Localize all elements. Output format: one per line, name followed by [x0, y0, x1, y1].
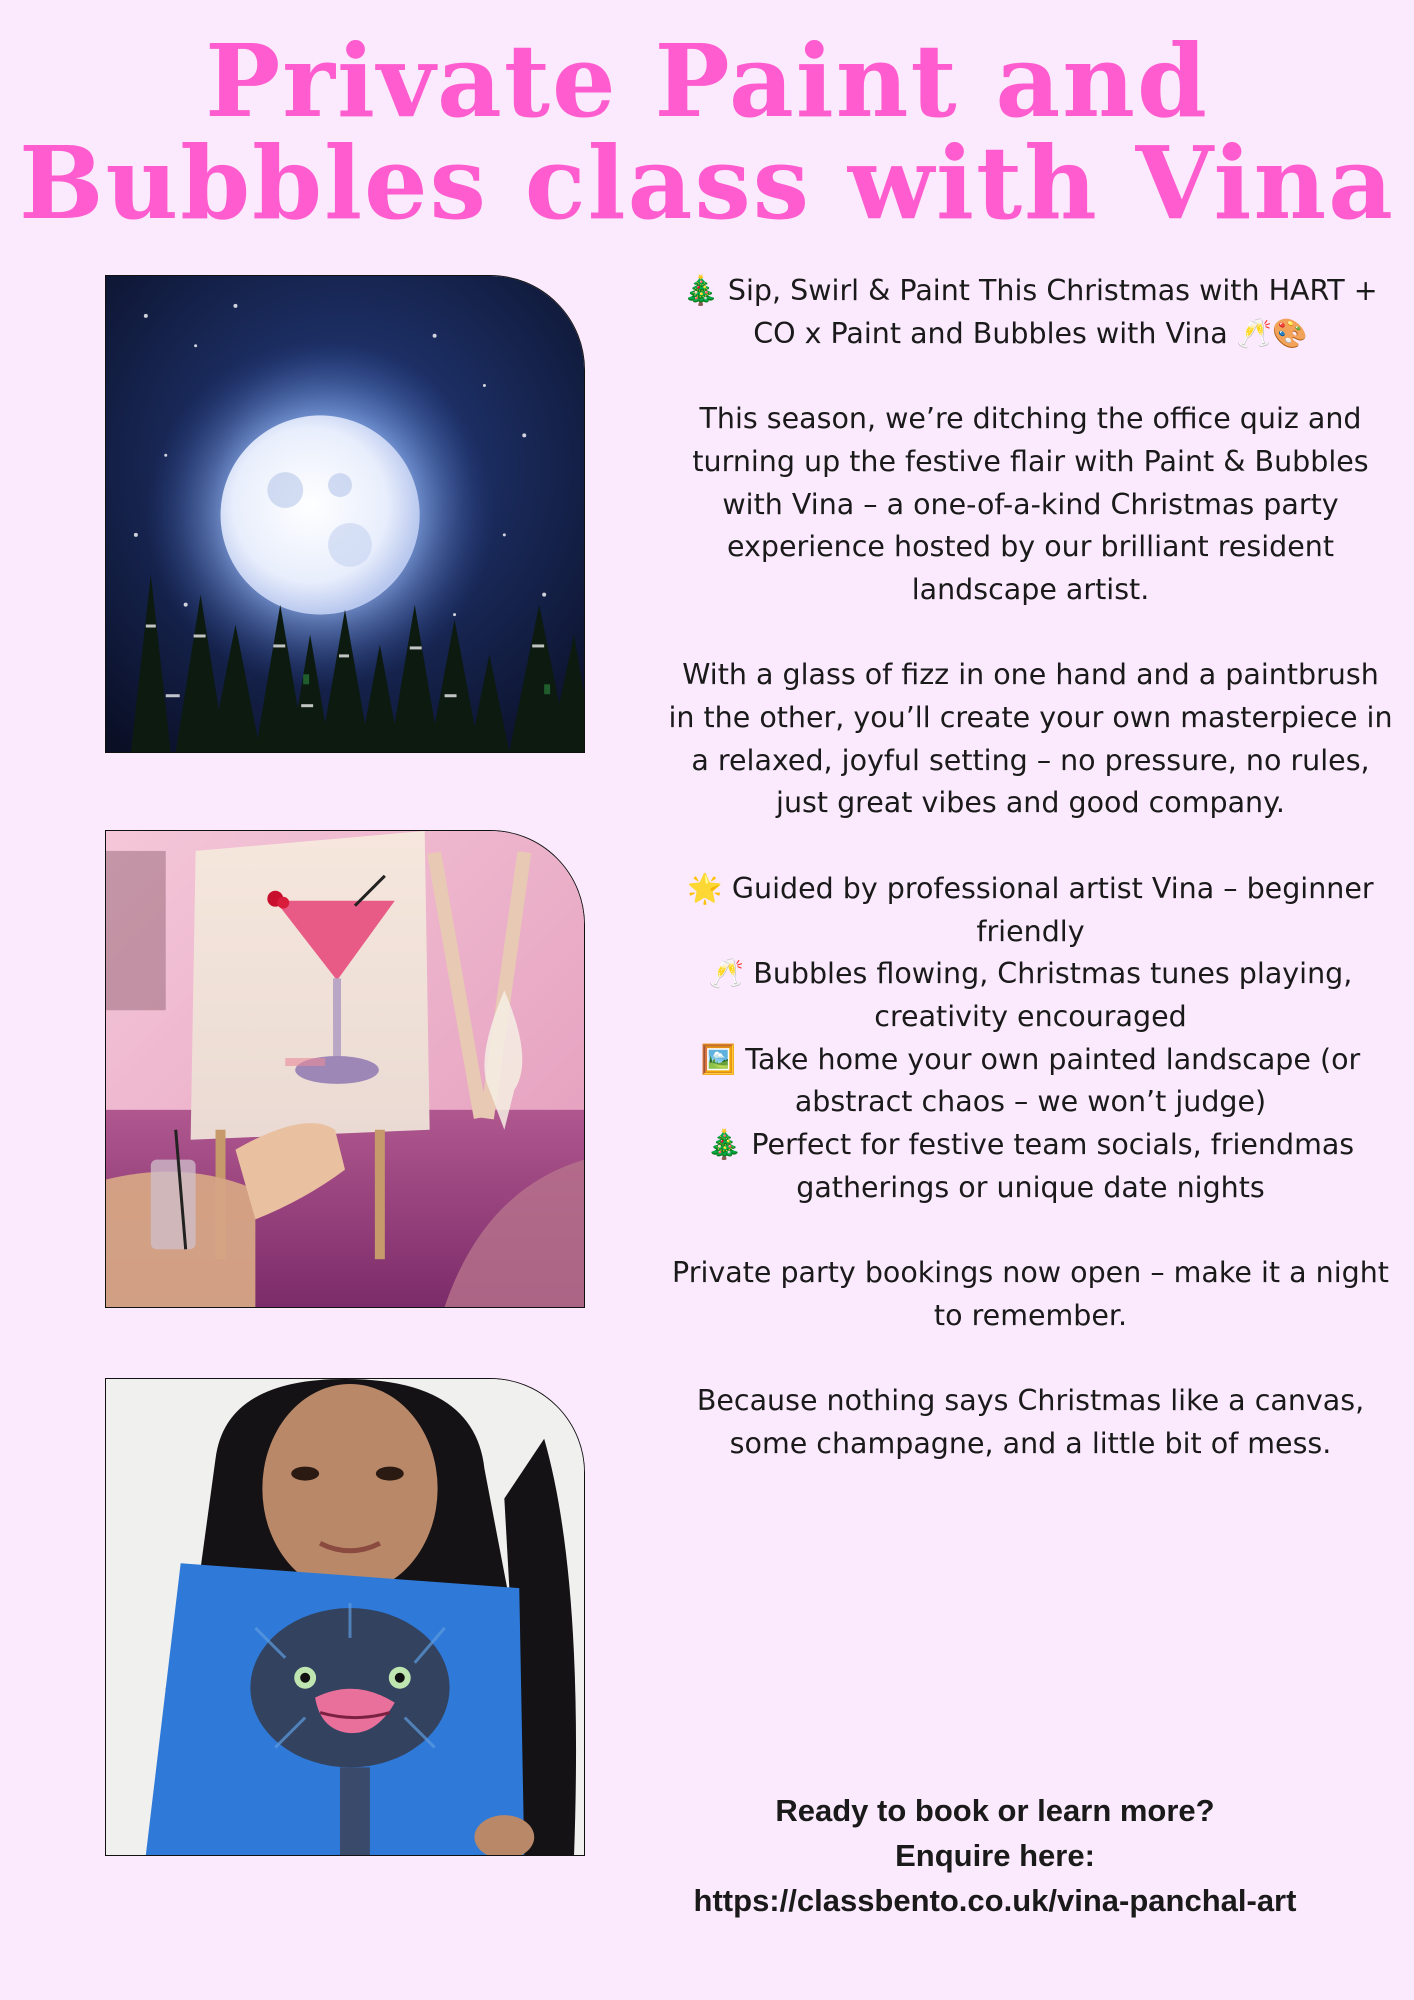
page-title [0, 22, 1414, 242]
vina-portrait-photo [105, 1378, 585, 1856]
cta-line-1: Ready to book or learn more? [775, 1793, 1215, 1828]
cocktail-painting-photo [105, 830, 585, 1308]
title-line-2: Bubbles class with Vina [19, 124, 1395, 242]
paragraph-1: This season, we’re ditching the office quiz and turning up the festive flair with Paint & Bubbles with Vina – a one-of-a-kind Christmas party experience hosted by our brilliant resident landscape artist. [692, 402, 1369, 606]
feature-item: 🌟 Guided by professional artist Vina – beginner friendly [687, 871, 1374, 948]
cta-line-2: Enquire here: [895, 1838, 1095, 1873]
call-to-action [620, 1788, 1370, 1923]
feature-item: 🥂 Bubbles flowing, Christmas tunes playing, creativity encouraged [708, 957, 1353, 1033]
moon-painting-photo [105, 275, 585, 753]
title-line-1: Private Paint and [205, 22, 1209, 140]
description-text [668, 270, 1393, 1466]
closing-line-2: Because nothing says Christmas like a canvas, some champagne, and a little bit of mess. [696, 1384, 1365, 1460]
feature-item: 🎄 Perfect for festive team socials, friendmas gatherings or unique date nights [706, 1128, 1355, 1204]
intro-line: 🎄 Sip, Swirl & Paint This Christmas with HART + CO x Paint and Bubbles with Vina 🥂🎨 [683, 274, 1378, 350]
closing-line-1: Private party bookings now open – make it a night to remember. [672, 1256, 1389, 1332]
booking-link[interactable]: https://classbento.co.uk/vina-panchal-art [693, 1883, 1297, 1918]
feature-item: 🖼️ Take home your own painted landscape (or abstract chaos – we won’t judge) [700, 1042, 1361, 1119]
paragraph-2: With a glass of fizz in one hand and a paintbrush in the other, you’ll create your own masterpiece in a relaxed, joyful setting – no pressure, no rules, just great vibes and good company. [668, 658, 1393, 820]
